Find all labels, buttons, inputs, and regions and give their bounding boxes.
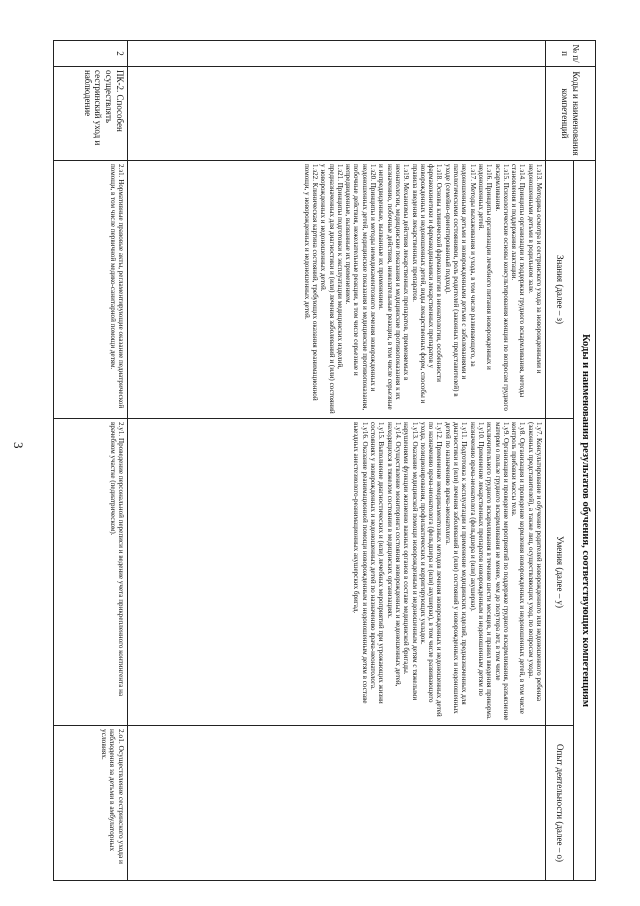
header-skills: Умения (далее – у) [546, 419, 574, 726]
knowledge-item: 1.з17. Методы выхаживания и ухода, в том числе развивающего, за недоношенными детьми и новорожденными детьми с заболеваниями и патологическими состояниями, роль родителей (законных представителей) в уходе (семейно-ориентированный подход). [443, 164, 477, 397]
table-row [128, 41, 546, 881]
row1-code [128, 67, 546, 161]
row2-knowledge: 2.з1. Нормативные правовые акты, регламентирующие оказание педиатрической помощи, в том числе первичной медико-санитарной помощи детям. [54, 161, 128, 419]
header-codes: Коды и наименования компетенций [546, 67, 596, 161]
skill-item: 1.у8. Организация и проведение кормления новорожденных и недоношенных детей, в том числе контроль прибавки массы тела. [510, 422, 527, 714]
competency-table [53, 40, 596, 881]
knowledge-item: 1.з22. Клиническая картина состояний, требующих оказания реанимационной помощи, у новорожденных и недоношенных детей. [302, 164, 319, 401]
page-number: 3 [11, 442, 26, 449]
skill-item: 1.у16. Оказание реанимационной помощи новорожденным и недоношенным детям в составе выездных анестезиолого-реанимационных акушерских бригад. [352, 422, 369, 704]
row2-code: ПК-2. Способен осуществлять сестринский уход и наблюдение [54, 67, 128, 161]
header-row-2 [546, 41, 574, 881]
row1-knowledge [128, 161, 546, 419]
skill-item: 1.у9. Организация и проведение мероприятий по поддержке грудного вскармливания, разъяснение матерям о пользе грудного вскармливания не менее, чем до полутора лет, в том числе исключительного грудного вскармливания в течение шести месяцев, и правил введения прикорма. [485, 422, 510, 721]
knowledge-item: 1.з21. Принципы подготовки к эксплуатации медицинских изделий, предназначенных для диагностики и (или) лечения заболеваний и (или) состояний у новорожденных и недоношенных детей. [319, 164, 344, 414]
skill-item: 1.у15. Выполнение диагностических и (или) лечебных мероприятий при угрожающих жизни состояниях у новорожденных и недоношенных детей по назначению врача-неонатолога. [369, 422, 386, 704]
skill-item: 1.у12. Применение немедикаментозных методов лечения новорожденных и недоношенных детей по назначению врача-неонатолога (фельдшера и (или) акушерки), в том числе развивающего ухода, позиционирования, профилактических и корригирующих укладок. [418, 422, 444, 717]
row2-experience: 2.о1. Осуществление сестринского ухода и наблюдения за детьми в амбулаторных условиях. [54, 726, 128, 881]
header-knowledge: Знания (далее – з) [546, 161, 574, 419]
header-experience: Опыт деятельности (далее – о) [546, 726, 574, 881]
skill-item: 1.у11. Подготовка к эксплуатации и применение медицинских изделий, предназначенных для диагностики и (или) лечения заболеваний и (или) состояний у новорожденных и недоношенных детей по назначению врача-неонатолога. [443, 422, 469, 714]
header-main: Коды и наименования результатов обучения, соответствующих компетенциям [574, 161, 596, 881]
knowledge-item: 1.з16. Принципы организации лечебного питания новорожденных и недоношенных детей. [476, 164, 494, 370]
skill-item: 1.у14. Осуществление мониторинга состояния новорожденных и недоношенных детей, находящихся в тяжелом состоянии в медицинских организациях. [385, 422, 402, 687]
header-row-1 [574, 41, 596, 881]
knowledge-item: 1.з20. Принципы и методы немедикаментозного лечения новорожденных и недоношенных детей, медицинские показания и медицинские противопоказания, побочные действия, нежелательные реакции, в том числе серьезные и непредвиденные, вызванные их применением. [344, 164, 378, 411]
row1-num [128, 41, 546, 67]
knowledge-item: 1.з15. Психологические основы консультирования женщин по вопросам грудного вскармливания. [493, 164, 510, 411]
knowledge-item: 1.з14. Принципы организации и поддержки грудного вскармливания, методы становления и поддержания лактации. [510, 164, 527, 398]
row1-skills [128, 419, 546, 726]
skill-item: 1.у13. Оказание медицинской помощи новорожденным и недоношенным детям с тяжелыми нарушениями функции жизненно важных органов в составе медицинской бригады. [402, 422, 419, 701]
knowledge-item: 1.з19. Механизмы действия лекарственных препаратов, применяемых в неонатологии, медицинские показания и медицинские противопоказания к их назначению, побочные действия, нежелательные реакции, в том числе серьезные и непредвиденные, вызванные их применением. [377, 164, 411, 410]
knowledge-item: 1.з18. Основы клинической фармакологии в неонатологии, особенности фармакокинетики и фармакодинамики лекарственных препаратов у новорожденных и недоношенных детей, виды лекарственных форм, способы и правила введения лекарственных препаратов. [410, 164, 444, 404]
skill-item: 1.у7. Консультирование и обучение родителей новорожденного или недоношенного ребенка (законных представителей), а также лиц, осуществляющих уход, по вопросам ухода. [526, 422, 543, 702]
row2-skills: 2.у1. Проведение персональной переписи и ведение учета прикрепленного контингента на врачебном участке (педиатрическом). [54, 419, 128, 726]
header-num: № п/п [546, 41, 596, 67]
skill-item: 1.у10. Применение лекарственных препаратов новорожденным и недоношенным детям по назначению врача-неонатолога (фельдшера и (или) акушерки). [468, 422, 485, 696]
table-row [54, 41, 128, 881]
row1-experience [128, 726, 546, 881]
row2-num: 2 [54, 41, 128, 67]
knowledge-item: 1.з13. Методика осмотра и сестринского ухода за новорожденными и недоношенными детьми в родильном зале. [526, 164, 543, 374]
